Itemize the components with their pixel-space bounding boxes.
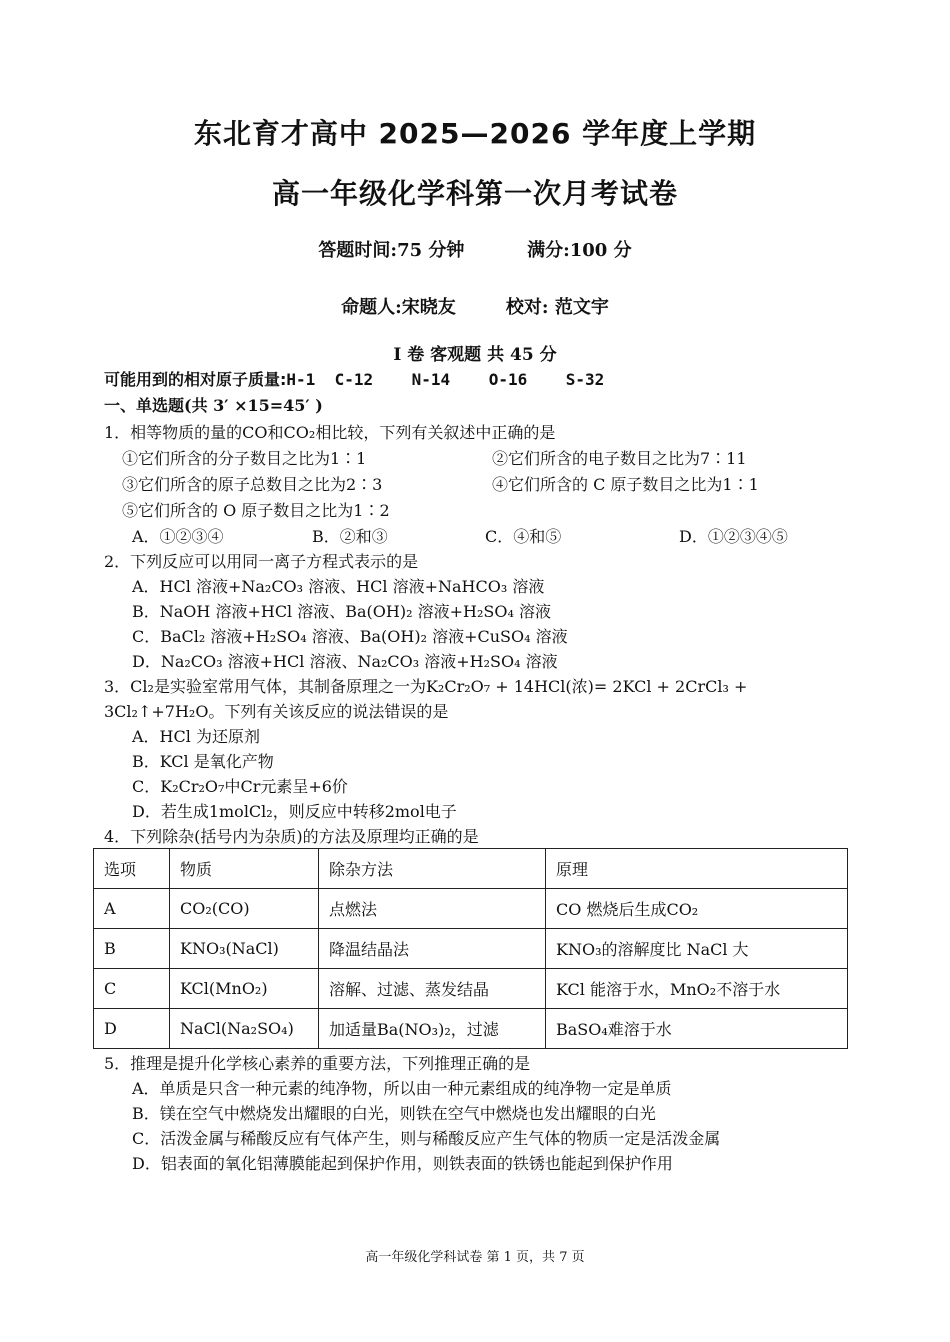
q5-option-a: A．单质是只含一种元素的纯净物，所以由一种元素组成的纯净物一定是单质 <box>132 1079 672 1098</box>
score-unit: 分 <box>613 240 632 261</box>
table-cell: KCl(MnO₂) <box>170 969 319 1009</box>
question-4-table <box>93 848 848 1049</box>
page-footer: 高一年级化学科试卷 第 1 页，共 7 页 <box>365 1250 585 1265</box>
question-5-stem: 5．推理是提升化学核心素养的重要方法，下列推理正确的是 <box>104 1054 531 1073</box>
author-label: 命题人: <box>341 297 402 318</box>
question-1-statements-row3 <box>122 499 842 523</box>
table-header-cell: 物质 <box>170 849 319 889</box>
q2-option-d: D．Na₂CO₃ 溶液+HCl 溶液、Na₂CO₃ 溶液+H₂SO₄ 溶液 <box>132 652 558 671</box>
table-cell: KNO₃的溶解度比 NaCl 大 <box>546 929 848 969</box>
q1-option-b: B．②和③ <box>312 527 388 546</box>
table-header-cell: 原理 <box>546 849 848 889</box>
question-4-stem: 4．下列除杂(括号内为杂质)的方法及原理均正确的是 <box>104 827 479 846</box>
q2-option-a: A．HCl 溶液+Na₂CO₃ 溶液、HCl 溶液+NaHCO₃ 溶液 <box>132 577 545 596</box>
exam-authors <box>0 293 950 319</box>
question-3-stem-line2: 3Cl₂↑+7H₂O。下列有关该反应的说法错误的是 <box>104 702 449 721</box>
q5-option-d: D．铝表面的氧化铝薄膜能起到保护作用，则铁表面的铁锈也能起到保护作用 <box>132 1154 673 1173</box>
question-1-stem: 1．相等物质的量的CO和CO₂相比较，下列有关叙述中正确的是 <box>104 423 556 442</box>
proof-name: 范文宇 <box>554 297 609 318</box>
statement-3: ③它们所含的原子总数目之比为2∶3 <box>122 475 383 494</box>
table-row <box>94 929 848 969</box>
table-cell: 点燃法 <box>319 889 546 929</box>
table-cell: CO 燃烧后生成CO₂ <box>546 889 848 929</box>
atomic-mass-label: 可能用到的相对原子质量: <box>104 370 287 389</box>
author-name: 宋晓友 <box>401 297 456 318</box>
time-unit: 分钟 <box>428 240 465 261</box>
table-header-cell: 除杂方法 <box>319 849 546 889</box>
table-cell: BaSO₄难溶于水 <box>546 1009 848 1049</box>
exam-time-score <box>0 236 950 262</box>
table-cell: A <box>94 889 170 929</box>
table-cell: KCl 能溶于水，MnO₂不溶于水 <box>546 969 848 1009</box>
table-cell: C <box>94 969 170 1009</box>
table-cell: B <box>94 929 170 969</box>
question-2-stem: 2．下列反应可以用同一离子方程式表示的是 <box>104 552 419 571</box>
table-row <box>94 969 848 1009</box>
table-cell: NaCl(Na₂SO₄) <box>170 1009 319 1049</box>
table-cell: KNO₃(NaCl) <box>170 929 319 969</box>
q5-option-c: C．活泼金属与稀酸反应有气体产生，则与稀酸反应产生气体的物质一定是活泼金属 <box>132 1129 721 1148</box>
q3-option-d: D．若生成1molCl₂，则反应中转移2mol电子 <box>132 802 457 821</box>
table-cell: 降温结晶法 <box>319 929 546 969</box>
q1-option-c: C．④和⑤ <box>485 527 562 546</box>
question-1-statements-row2 <box>122 473 842 497</box>
q3-option-c: C．K₂Cr₂O₇中Cr元素呈+6价 <box>132 777 348 796</box>
question-1-options <box>132 525 842 549</box>
table-header-cell: 选项 <box>94 849 170 889</box>
table-cell: 溶解、过滤、蒸发结晶 <box>319 969 546 1009</box>
table-row <box>94 1009 848 1049</box>
statement-4: ④它们所含的 C 原子数目之比为1∶1 <box>492 475 759 494</box>
time-value: 75 <box>397 240 423 261</box>
table-cell: 加适量Ba(NO₃)₂，过滤 <box>319 1009 546 1049</box>
table-cell: CO₂(CO) <box>170 889 319 929</box>
q1-option-a: A．①②③④ <box>132 527 224 546</box>
section-heading: I 卷 客观题 共 45 分 <box>393 345 557 365</box>
q2-option-c: C．BaCl₂ 溶液+H₂SO₄ 溶液、Ba(OH)₂ 溶液+CuSO₄ 溶液 <box>132 627 568 646</box>
q2-option-b: B．NaOH 溶液+HCl 溶液、Ba(OH)₂ 溶液+H₂SO₄ 溶液 <box>132 602 551 621</box>
atomic-mass-line <box>104 367 604 390</box>
score-value: 100 <box>569 240 608 261</box>
q5-option-b: B．镁在空气中燃烧发出耀眼的白光，则铁在空气中燃烧也发出耀眼的白光 <box>132 1104 656 1123</box>
statement-2: ②它们所含的电子数目之比为7∶11 <box>492 449 747 468</box>
question-3-stem-line1: 3．Cl₂是实验室常用气体，其制备原理之一为K₂Cr₂O₇ + 14HCl(浓)= 2KCl + 2CrCl₃ + <box>104 677 748 696</box>
q3-option-a: A．HCl 为还原剂 <box>132 727 260 746</box>
table-row <box>94 889 848 929</box>
q1-option-d: D．①②③④⑤ <box>679 527 788 546</box>
exam-title-line2: 高一年级化学科第一次月考试卷 <box>271 177 678 210</box>
statement-5: ⑤它们所含的 O 原子数目之比为1∶2 <box>122 501 390 520</box>
statement-1: ①它们所含的分子数目之比为1∶1 <box>122 449 367 468</box>
part-heading: 一、单选题(共 3′ ×15=45′ ) <box>104 396 323 415</box>
exam-title-line1: 东北育才高中 2025—2026 学年度上学期 <box>193 117 757 150</box>
question-1-statements-row1 <box>122 447 842 471</box>
proof-label: 校对: <box>505 297 549 318</box>
score-label: 满分: <box>527 240 570 261</box>
atomic-mass-values: H-1 C-12 N-14 O-16 S-32 <box>286 370 605 389</box>
table-cell: D <box>94 1009 170 1049</box>
time-label: 答题时间: <box>318 240 398 261</box>
q3-option-b: B．KCl 是氧化产物 <box>132 752 274 771</box>
table-header-row <box>94 849 848 889</box>
